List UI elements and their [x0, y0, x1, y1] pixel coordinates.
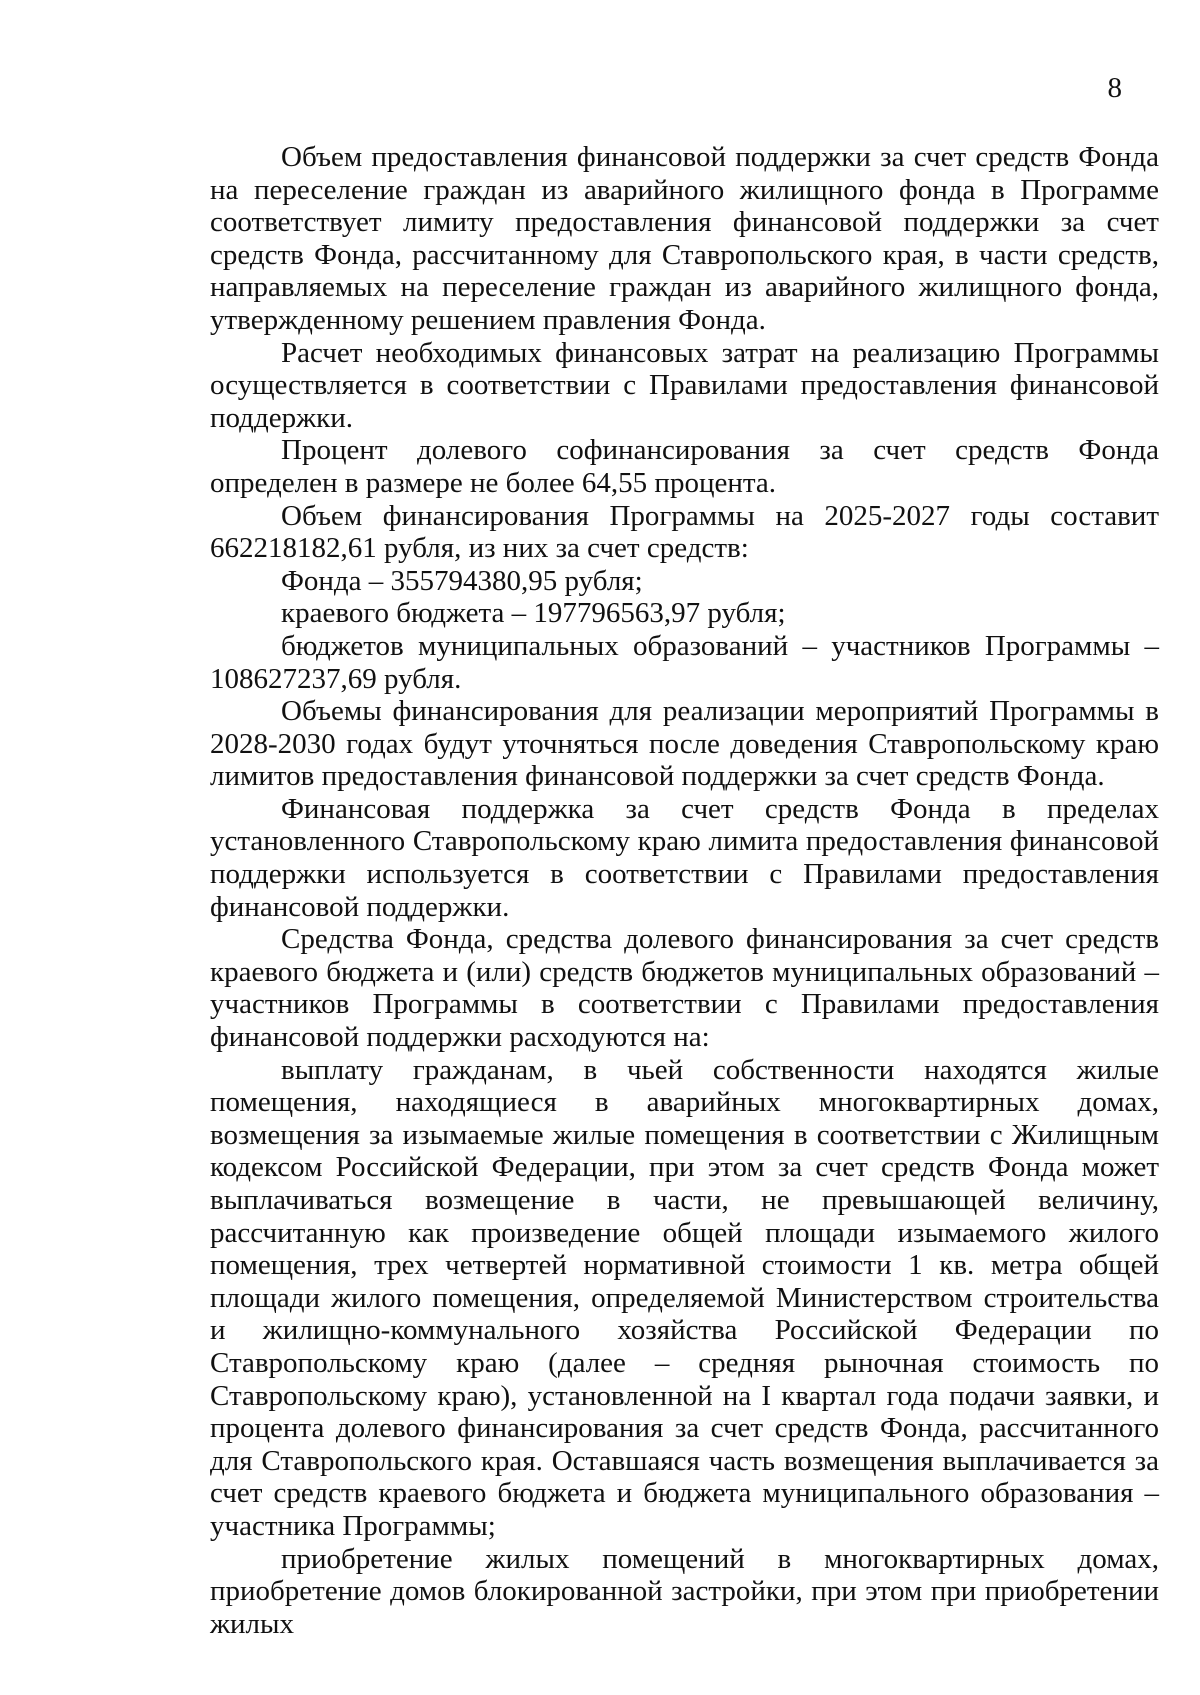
paragraph-fund-amount: Фонда – 355794380,95 рубля; [281, 564, 643, 597]
paragraph-compensation-payment: выплату гражданам, в чьей собственности находятся жилые помещения, находящиеся в аварийных многоквартирных домах, возмещения за изымаемые жилые помещения в соответствии с Жилищным кодексом Российской Федерации, при этом за счет средств Фонда может выплачиваться возмещение в части, не превышающей величину, рассчитанную как произведение общей площади изымаемого жилого помещения, трех четвертей нормативной стоимости 1 кв. метра общей площади жилого помещения, определяемой Министерством строительства и жилищно-коммунального хозяйства Российской Федерации по Ставропольскому краю (далее – средняя рыночная стоимость по Ставропольскому краю), установленной на I квартал года подачи заявки, и процента долевого финансирования за счет средств Фонда, рассчитанного для Ставропольского края. Оставшаяся часть возмещения выплачивается за счет средств краевого бюджета и бюджета муниципального образования – участника Программы; [210, 1053, 1159, 1542]
paragraph-regional-budget-amount: краевого бюджета – 197796563,97 рубля; [281, 597, 786, 630]
paragraph-municipal-budgets-amount: бюджетов муниципальных образований – участников Программы – 108627237,69 рубля. [210, 629, 1159, 695]
paragraph-financial-costs: Расчет необходимых финансовых затрат на реализацию Программы осуществляется в соответствии с Правилами предоставления финансовой поддержки. [210, 336, 1159, 434]
paragraph-fund-support-volume: Объем предоставления финансовой поддержки за счет средств Фонда на переселение граждан из аварийного жилищного фонда в Программе соответствует лимиту предоставления финансовой поддержки за счет средств Фонда, рассчитанному для Ставропольского края, в части средств, направляемых на переселение граждан из аварийного жилищного фонда, утвержденному решением правления Фонда. [210, 141, 1159, 336]
paragraph-housing-acquisition: приобретение жилых помещений в многоквартирных домах, приобретение домов блокированной застройки, при этом при приобретении жилых [210, 1542, 1159, 1640]
page-number: 8 [1107, 72, 1122, 104]
paragraph-financing-volume: Объем финансирования Программы на 2025-2027 годы составит 662218182,61 рубля, из них за счет средств: [210, 499, 1159, 565]
paragraph-funds-spent-on: Средства Фонда, средства долевого финансирования за счет средств краевого бюджета и (или) средств бюджетов муниципальных образований – участников Программы в соответствии с Правилами предоставления финансовой поддержки расходуются на: [210, 923, 1159, 1054]
paragraph-support-usage: Финансовая поддержка за счет средств Фонда в пределах установленного Ставропольскому краю лимита предоставления финансовой поддержки используется в соответствии с Правилами предоставления финансовой поддержки. [210, 792, 1159, 923]
document-body [210, 141, 1159, 1640]
paragraph-2028-2030-financing: Объемы финансирования для реализации мероприятий Программы в 2028-2030 годах будут уточняться после доведения Ставропольскому краю лимитов предоставления финансовой поддержки за счет средств Фонда. [210, 695, 1159, 793]
paragraph-cofinancing-percent: Процент долевого софинансирования за счет средств Фонда определен в размере не более 64,55 процента. [210, 434, 1159, 499]
